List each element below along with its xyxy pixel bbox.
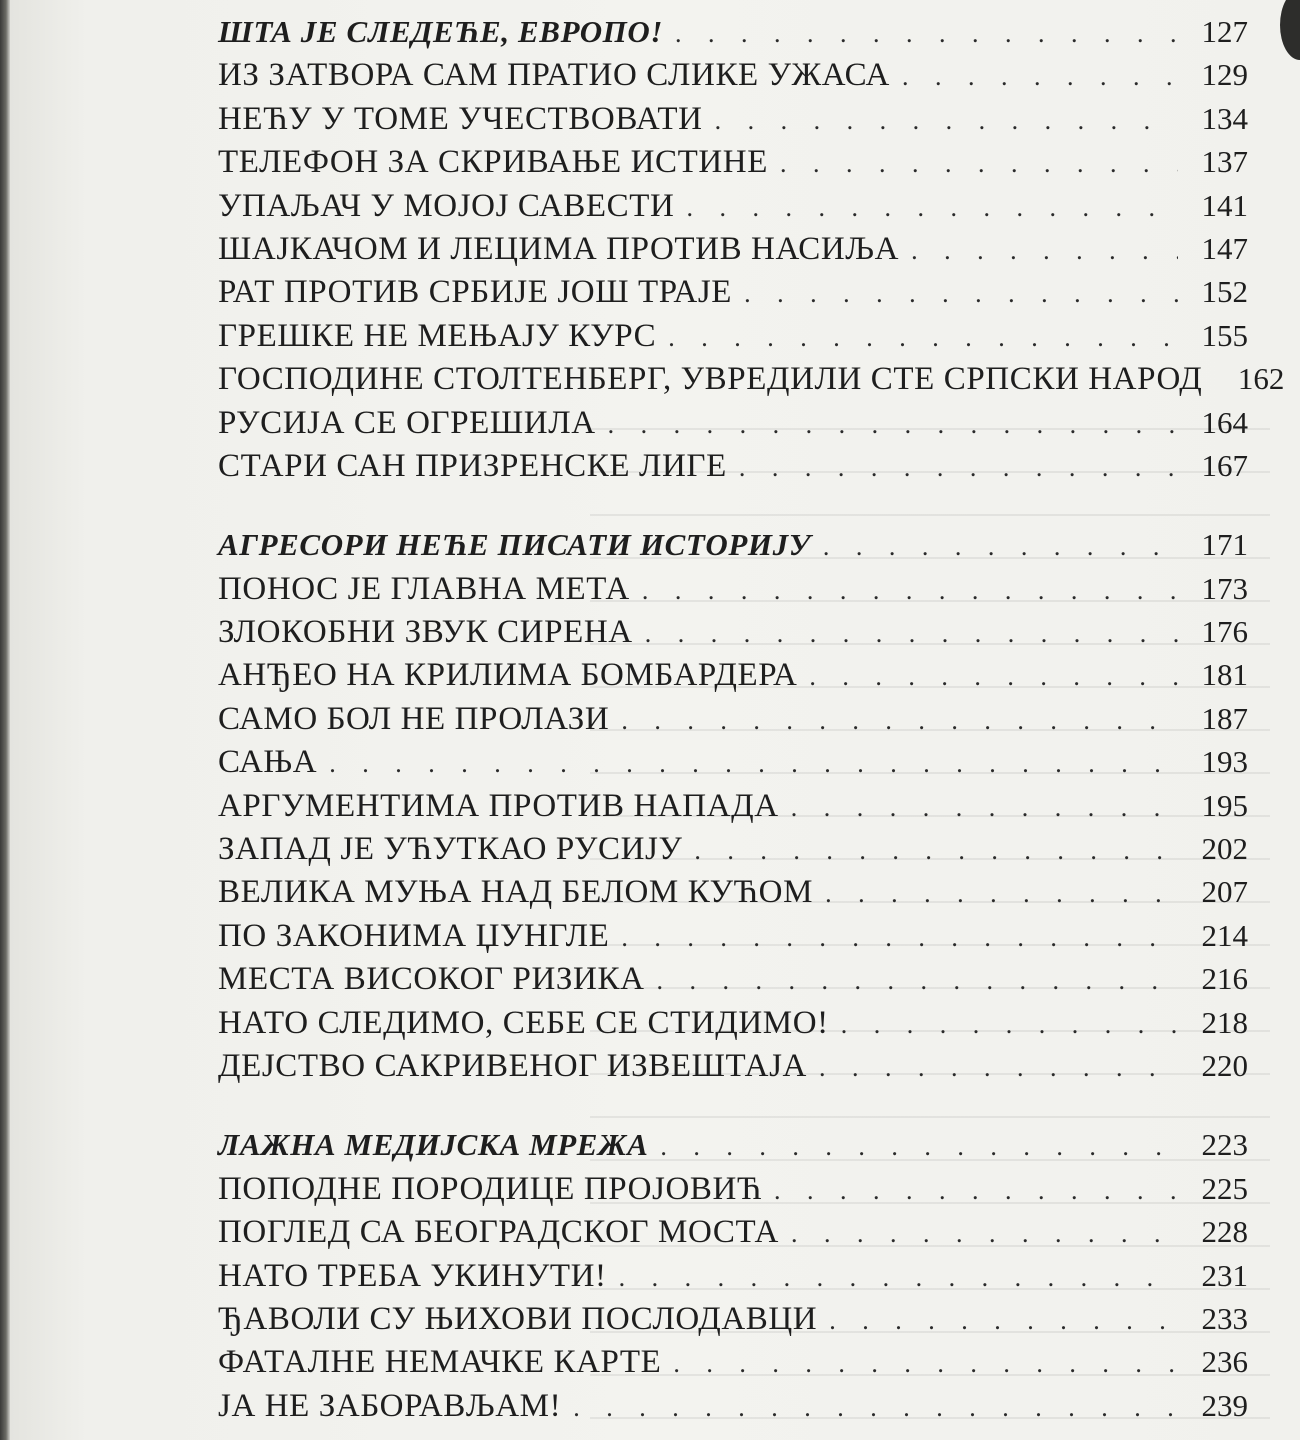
toc-section-heading xyxy=(218,527,1248,570)
toc-entry-title: ЗЛОКОБНИ ЗВУК СИРЕНА xyxy=(218,614,633,651)
dot-leader xyxy=(686,193,1178,223)
toc-entry xyxy=(218,571,1248,614)
toc-entry xyxy=(218,318,1248,361)
toc-entry-title: ПОПОДНЕ ПОРОДИЦЕ ПРОЈОВИЋ xyxy=(218,1170,763,1207)
toc-entry-page-number: 220 xyxy=(1201,1047,1248,1083)
toc-entry-page-number: 216 xyxy=(1201,961,1248,997)
toc-entry xyxy=(218,1388,1248,1431)
dot-leader xyxy=(675,19,1178,49)
toc-section xyxy=(218,527,1248,1091)
toc-entry-title: ШАЈКАЧОМ И ЛЕЦИМА ПРОТИВ НАСИЉА xyxy=(218,230,900,267)
toc-entry xyxy=(218,1344,1248,1387)
toc-entry-title: ШТА ЈЕ СЛЕДЕЋЕ, ЕВРОПО! xyxy=(218,14,664,49)
toc-entry-title: ФАТАЛНЕ НЕМАЧКЕ КАРТЕ xyxy=(218,1344,662,1381)
toc-entry-page-number: 167 xyxy=(1201,447,1248,483)
toc-entry-page-number: 137 xyxy=(1201,144,1248,180)
dot-leader xyxy=(739,453,1178,483)
toc-entry-title: УПАЉАЧ У МОЈОЈ САВЕСТИ xyxy=(218,187,675,224)
toc-entry-page-number: 129 xyxy=(1201,57,1248,93)
toc-entry xyxy=(218,1258,1248,1301)
toc-entry-page-number: 155 xyxy=(1201,317,1248,353)
toc-entry xyxy=(218,1301,1248,1344)
toc-entry xyxy=(218,231,1248,274)
toc-entry xyxy=(218,961,1248,1004)
dot-leader xyxy=(841,1010,1178,1040)
dot-leader xyxy=(819,1053,1178,1083)
toc-entry-page-number: 218 xyxy=(1201,1004,1248,1040)
dot-leader xyxy=(791,793,1178,823)
toc-entry xyxy=(218,657,1248,700)
toc-entry-page-number: 173 xyxy=(1201,570,1248,606)
toc-entry-page-number: 233 xyxy=(1201,1300,1248,1336)
toc-entry-title: ДЕЈСТВО САКРИВЕНОГ ИЗВЕШТАЈА xyxy=(218,1047,807,1084)
toc-entry xyxy=(218,1048,1248,1091)
dot-leader xyxy=(780,149,1178,179)
toc-entry-page-number: 176 xyxy=(1201,614,1248,650)
toc-section-heading xyxy=(218,1127,1248,1170)
toc-entry xyxy=(218,188,1248,231)
toc-entry xyxy=(218,274,1248,317)
toc-entry xyxy=(218,1005,1248,1048)
dot-leader xyxy=(673,1349,1178,1379)
toc-entry-title: ЂАВОЛИ СУ ЊИХОВИ ПОСЛОДАВЦИ xyxy=(218,1300,818,1337)
toc-entry-title: ЗАПАД ЈЕ УЋУТКАО РУСИЈУ xyxy=(218,831,683,868)
dot-leader xyxy=(744,279,1178,309)
toc-entry-title: САМО БОЛ НЕ ПРОЛАЗИ xyxy=(218,700,610,737)
dot-leader xyxy=(668,323,1178,353)
toc-entry xyxy=(218,1214,1248,1257)
toc-entry-page-number: 236 xyxy=(1201,1344,1248,1380)
toc-entry xyxy=(218,918,1248,961)
dot-leader xyxy=(825,879,1178,909)
toc-entry-page-number: 228 xyxy=(1201,1214,1248,1250)
toc-section xyxy=(218,14,1285,491)
toc-entry-title: ГОСПОДИНЕ СТОЛТЕНБЕРГ, УВРЕДИЛИ СТЕ СРПСКИ НАРОД xyxy=(218,361,1203,398)
toc-entry-page-number: 164 xyxy=(1201,404,1248,440)
toc-entry-page-number: 223 xyxy=(1201,1127,1248,1163)
toc-entry-page-number: 181 xyxy=(1201,657,1248,693)
dot-leader xyxy=(694,836,1178,866)
toc-entry-page-number: 239 xyxy=(1201,1387,1248,1423)
dot-leader xyxy=(902,62,1178,92)
toc-entry xyxy=(218,144,1248,187)
toc-entry-page-number: 147 xyxy=(1201,230,1248,266)
dot-leader xyxy=(657,966,1178,996)
dot-leader xyxy=(621,923,1178,953)
dot-leader xyxy=(715,106,1178,136)
toc-entry xyxy=(218,744,1248,787)
toc-section xyxy=(218,1127,1248,1431)
toc-section-heading xyxy=(218,14,1248,57)
dot-leader xyxy=(829,1306,1178,1336)
toc-entry xyxy=(218,614,1248,657)
toc-entry xyxy=(218,1171,1248,1214)
dot-leader xyxy=(645,619,1178,649)
toc-entry-page-number: 193 xyxy=(1201,744,1248,780)
toc-entry-page-number: 225 xyxy=(1201,1170,1248,1206)
toc-entry-title: ПОГЛЕД СА БЕОГРАДСКОГ МОСТА xyxy=(218,1214,779,1251)
toc-entry-page-number: 162 xyxy=(1237,361,1285,397)
toc-entry-title: ГРЕШКЕ НЕ МЕЊАЈУ КУРС xyxy=(218,317,657,354)
toc-entry-title: НАТО СЛЕДИМО, СЕБЕ СЕ СТИДИМО! xyxy=(218,1004,829,1041)
toc-entry-page-number: 214 xyxy=(1201,917,1248,953)
dot-leader xyxy=(660,1132,1178,1162)
toc-entry-page-number: 127 xyxy=(1201,14,1248,49)
toc-entry-title: ЈА НЕ ЗАБОРАВЉАМ! xyxy=(218,1387,562,1424)
dot-leader xyxy=(809,662,1178,692)
dot-leader xyxy=(608,410,1178,440)
toc-entry-title: ПОНОС ЈЕ ГЛАВНА МЕТА xyxy=(218,570,630,607)
toc-entry xyxy=(218,101,1248,144)
toc-entry-page-number: 152 xyxy=(1201,274,1248,310)
toc-entry-title: НЕЋУ У ТОМЕ УЧЕСТВОВАТИ xyxy=(218,100,703,137)
dot-leader xyxy=(774,1176,1178,1206)
toc-entry-page-number: 187 xyxy=(1201,700,1248,736)
toc-entry xyxy=(218,57,1248,100)
toc-entry-title: АРГУМЕНТИМА ПРОТИВ НАПАДА xyxy=(218,787,779,824)
toc-entry-title: РАТ ПРОТИВ СРБИЈЕ ЈОШ ТРАЈЕ xyxy=(218,274,733,311)
dot-leader xyxy=(329,749,1178,779)
toc-entry xyxy=(218,701,1248,744)
toc-entry-title: ВЕЛИКА МУЊА НАД БЕЛОМ КУЋОМ xyxy=(218,874,814,911)
toc-entry-page-number: 141 xyxy=(1201,187,1248,223)
dot-leader xyxy=(619,1263,1178,1293)
toc-entry xyxy=(218,831,1248,874)
toc-entry-page-number: 134 xyxy=(1201,100,1248,136)
toc-entry-title: ЛАЖНА МЕДИЈСКА МРЕЖА xyxy=(218,1127,649,1163)
toc-entry-page-number: 202 xyxy=(1201,831,1248,867)
table-of-contents xyxy=(218,14,1285,1440)
dot-leader xyxy=(823,532,1178,562)
toc-entry-page-number: 231 xyxy=(1201,1257,1248,1293)
dot-leader xyxy=(621,706,1178,736)
dot-leader xyxy=(791,1219,1178,1249)
toc-entry-page-number: 207 xyxy=(1201,874,1248,910)
toc-entry-title: СТАРИ САН ПРИЗРЕНСКЕ ЛИГЕ xyxy=(218,447,727,484)
toc-entry-page-number: 171 xyxy=(1201,527,1248,563)
toc-entry xyxy=(218,788,1248,831)
toc-entry-title: НАТО ТРЕБА УКИНУТИ! xyxy=(218,1257,607,1294)
toc-entry-title: АНЂЕО НА КРИЛИМА БОМБАРДЕРА xyxy=(218,657,798,694)
dot-leader xyxy=(642,576,1178,606)
toc-entry xyxy=(218,361,1285,404)
toc-entry-title: ИЗ ЗАТВОРА САМ ПРАТИО СЛИКЕ УЖАСА xyxy=(218,57,890,94)
toc-entry-title: РУСИЈА СЕ ОГРЕШИЛА xyxy=(218,404,596,441)
toc-entry-title: ПО ЗАКОНИМА ЏУНГЛЕ xyxy=(218,917,610,954)
toc-entry xyxy=(218,405,1248,448)
toc-entry-title: САЊА xyxy=(218,744,318,781)
book-spine xyxy=(0,0,10,1440)
toc-entry-title: МЕСТА ВИСОКОГ РИЗИКА xyxy=(218,961,645,998)
toc-entry-title: ТЕЛЕФОН ЗА СКРИВАЊЕ ИСТИНЕ xyxy=(218,144,768,181)
toc-entry-title: АГРЕСОРИ НЕЋЕ ПИСАТИ ИСТОРИЈУ xyxy=(218,527,811,563)
dot-leader xyxy=(573,1393,1178,1423)
toc-entry-page-number: 195 xyxy=(1201,787,1248,823)
dot-leader xyxy=(911,236,1178,266)
toc-entry xyxy=(218,874,1248,917)
page-corner-shadow xyxy=(1280,0,1300,60)
toc-entry xyxy=(218,448,1248,491)
